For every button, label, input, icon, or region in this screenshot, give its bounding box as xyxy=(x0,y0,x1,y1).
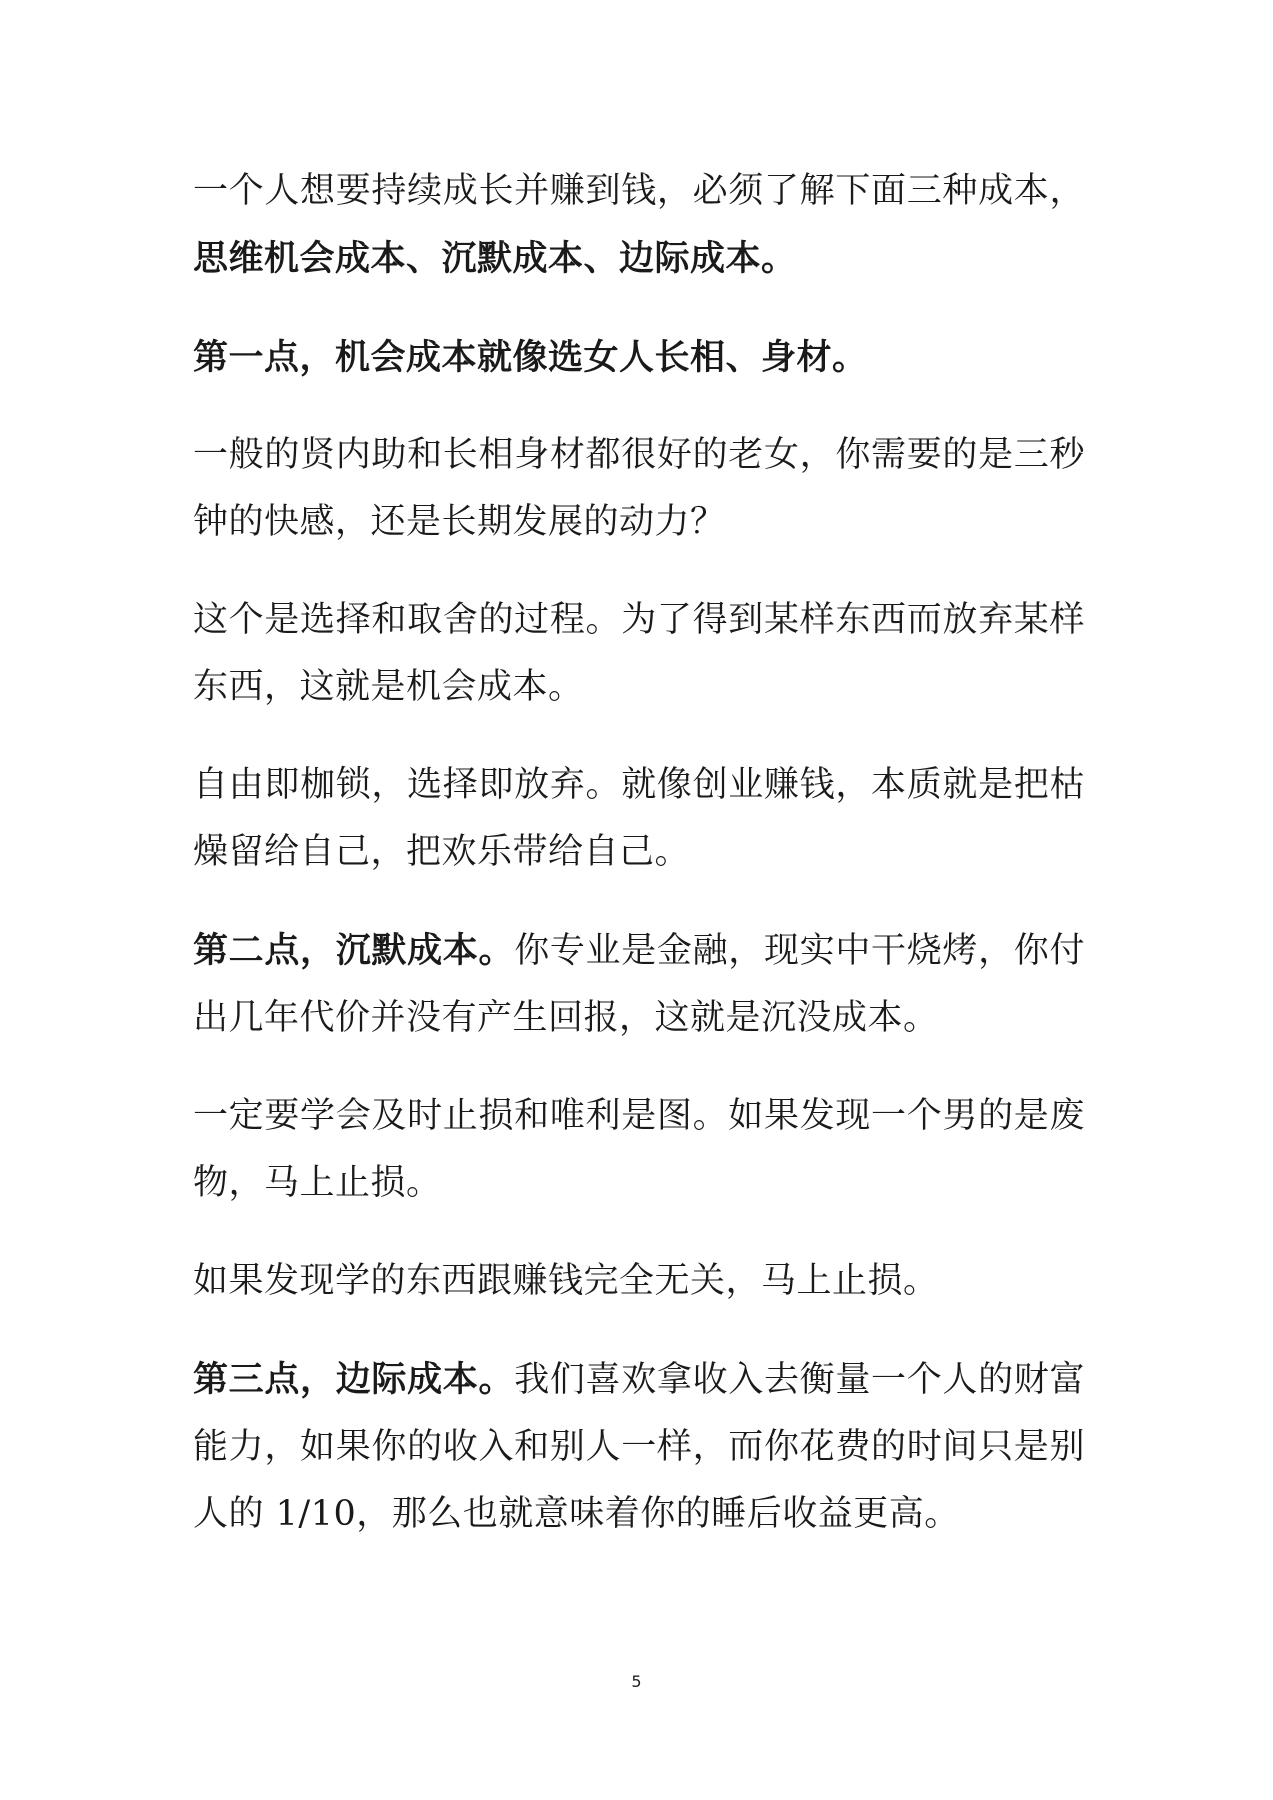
heading-point-three: 第三点，边际成本。 xyxy=(193,1359,515,1400)
paragraph-freedom-text: 自由即枷锁，选择即放弃。就像创业赚钱，本质就是把枯燥留给自己，把欢乐带给自己。 xyxy=(193,765,1085,872)
paragraph-opportunity-example xyxy=(193,422,1085,556)
paragraph-point-three xyxy=(193,1346,1085,1548)
paragraph-intro-text: 一个人想要持续成长并赚到钱，必须了解下面三种成本， xyxy=(193,171,1085,211)
paragraph-opportunity-example-text: 一般的贤内助和长相身材都很好的老女，你需要的是三秒钟的快感，还是长期发展的动力？ xyxy=(193,435,1085,542)
heading-point-two: 第二点，沉默成本。 xyxy=(193,930,515,971)
paragraph-intro-emphasis: 思维机会成本、沉默成本、边际成本。 xyxy=(193,238,797,279)
paragraph-point-two-text: 你专业是金融，现实中干烧烤，你付出几年代价并没有产生回报，这就是沉没成本。 xyxy=(193,931,1085,1038)
paragraph-opportunity-definition-text: 这个是选择和取舍的过程。为了得到某样东西而放弃某样东西，这就是机会成本。 xyxy=(193,600,1085,707)
paragraph-opportunity-definition xyxy=(193,587,1085,721)
paragraph-intro xyxy=(193,158,1085,293)
page-number: 5 xyxy=(631,1672,642,1691)
paragraph-stop-loss-learning-text: 如果发现学的东西跟赚钱完全无关，马上止损。 xyxy=(193,1261,939,1301)
paragraph-point-three-text: 我们喜欢拿收入去衡量一个人的财富能力，如果你的收入和别人一样，而你花费的时间只是别人的 1/10，那么也就意味着你的睡后收益更高。 xyxy=(193,1360,1085,1534)
paragraph-freedom xyxy=(193,752,1085,886)
heading-point-one xyxy=(193,324,1085,391)
paragraph-stop-loss-text: 一定要学会及时止损和唯利是图。如果发现一个男的是废物，马上止损。 xyxy=(193,1096,1085,1203)
paragraph-stop-loss xyxy=(193,1083,1085,1217)
heading-point-one-text: 第一点，机会成本就像选女人长相、身材。 xyxy=(193,337,868,378)
paragraph-point-two xyxy=(193,917,1085,1052)
paragraph-stop-loss-learning xyxy=(193,1248,1085,1315)
document-body xyxy=(193,158,1085,1579)
